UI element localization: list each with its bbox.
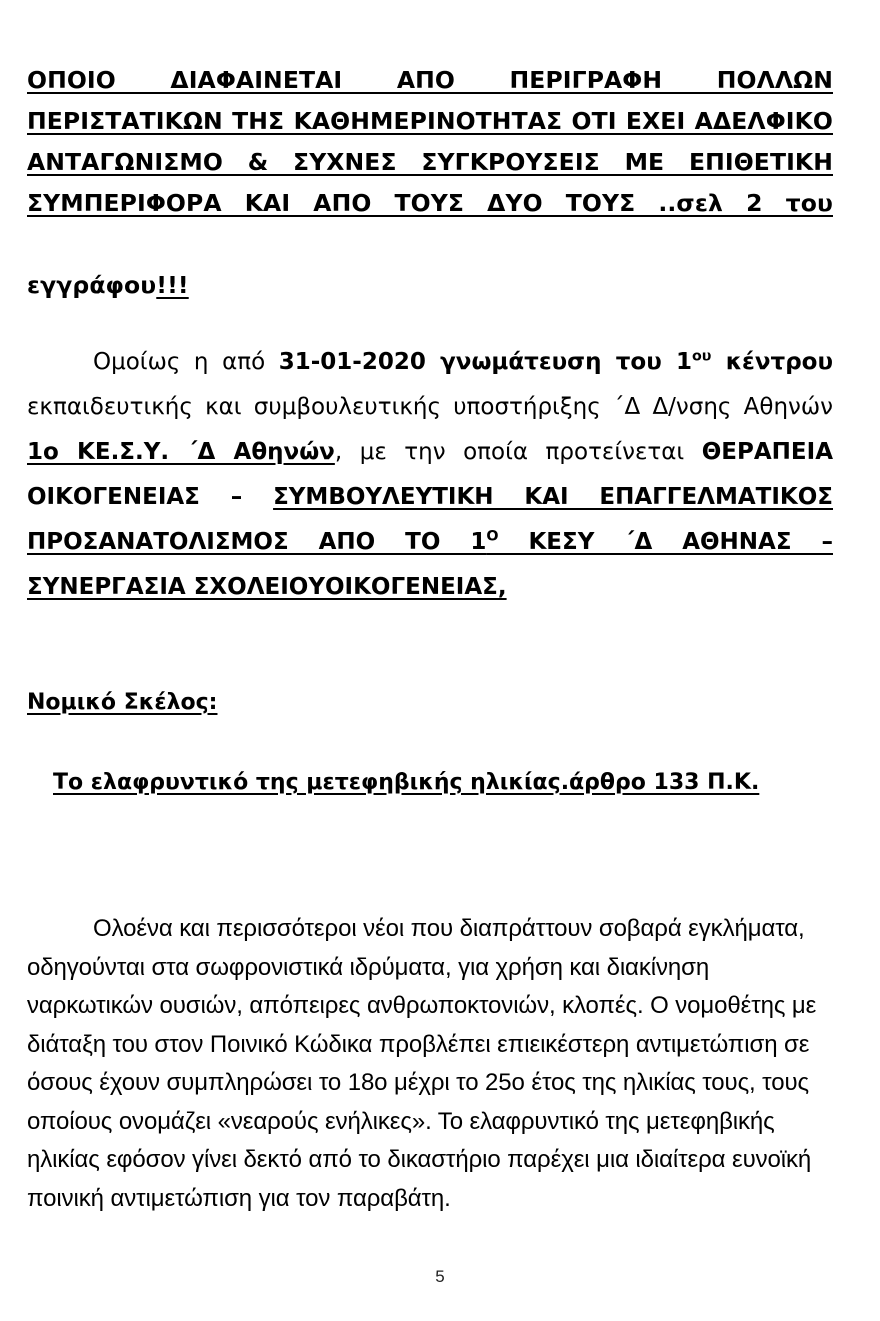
paragraph-youth-offenders: Ολοένα και περισσότεροι νέοι που διαπράττουν σοβαρά εγκλήματα, οδηγούνται στα σωφρονιστικά ιδρύματα, για χρήση και διακίνηση ναρκωτικών ουσιών, απόπειρες ανθρωποκτονιών, κλοπές. Ο νομοθέτης με διάταξη του στον Ποινικό Κώδικα προβλέπει επιεικέστερη αντιμετώπιση σε όσους έχουν συμπληρώσει το 18ο μέχρι το 25ο έτος της ηλικίας τους, τους οποίους ονομάζει «νεαρούς ενήλικες». Το ελαφρυντικό της μετεφηβικής ηλικίας εφόσον γίνει δεκτό από το δικαστήριο παρέχει μια ιδιαίτερα ευνοϊκή ποινική αντιμετώπιση για τον παραβάτη. — [27, 915, 817, 1212]
heading-mitigating-factor — [27, 766, 833, 800]
kesy-recommendation-run-1: ΣΥΜΒΟΥΛΕΥΤΙΚΗ ΚΑΙ ΕΠΑΓΓΕΛΜΑΤΙΚΟΣ ΠΡΟΣΑΝΑΤΟΛΙΣΜΟΣ ΑΠΟ ΤΟ 1 — [27, 484, 833, 555]
allegation-exclamation-marks: !!! — [156, 271, 189, 299]
heading-legal-section-label: Νομικό Σκέλος: — [27, 690, 218, 715]
kesy-date: 31-01-2020 — [278, 349, 426, 375]
kesy-lead-text: Ομοίως η από — [93, 349, 279, 375]
kesy-bold-after-sup: κέντρου — [711, 349, 833, 375]
kesy-therapy-label: ΘΕΡΑΠΕΙΑ ΟΙΚΟΓΕΝΕΙΑΣ – — [27, 439, 833, 510]
kesy-recommendation-superscript: Ο — [486, 528, 499, 545]
spacer-after-allegation — [27, 306, 833, 340]
spacer-before-closing-paragraph — [27, 800, 833, 910]
kesy-ordinal-superscript: ου — [692, 348, 712, 365]
spacer-before-legal-heading — [27, 610, 833, 686]
heading-legal-section — [27, 686, 833, 720]
heading-mitigating-factor-label: Το ελαφρυντικό της μετεφηβικής ηλικίας.άρθρο 133 Π.Κ. — [53, 770, 760, 795]
kesy-bold-mid: γνωμάτευση του 1 — [425, 349, 693, 375]
kesy-recommendation-run-2: ΚΕΣΥ ΄Δ ΑΘΗΝΑΣ – ΣΥΝΕΡΓΑΣΙΑ ΣΧΟΛΕΙΟΥΟΙΚΟΓΕΝΕΙΑΣ, — [27, 529, 833, 600]
paragraph-allegation-summary — [27, 60, 833, 306]
kesy-center-name: 1ο ΚΕ.Σ.Υ. ΄Δ Αθηνών — [27, 439, 335, 465]
paragraph-kesy-opinion — [27, 340, 833, 610]
allegation-underlined-run: ΟΠΟΙΟ ΔΙΑΦΑΙΝΕΤΑΙ ΑΠΟ ΠΕΡΙΓΡΑΦΗ ΠΟΛΛΩΝ ΠΕΡΙΣΤΑΤΙΚΩΝ ΤΗΣ ΚΑΘΗΜΕΡΙΝΟΤΗΤΑΣ ΟΤΙ ΕΧΕΙ ΑΔΕΛΦΙΚΟ ΑΝΤΑΓΩΝΙΣΜΟ & ΣΥΧΝΕΣ ΣΥΓΚΡΟΥΣΕΙΣ ΜΕ ΕΠΙΘΕΤΙΚΗ ΣΥΜΠΕΡΙΦΟΡΑ ΚΑΙ ΑΠΟ ΤΟΥΣ ΔΥΟ ΤΟΥΣ ..σελ 2 του — [27, 66, 833, 217]
page-number: 5 — [435, 1267, 445, 1286]
kesy-regular-run: εκπαιδευτικής και συμβουλευτικής υποστήριξης ΄Δ Δ/νσης Αθηνών — [27, 394, 833, 420]
spacer-between-headings — [27, 720, 833, 766]
kesy-regular-after: , με την οποία προτείνεται — [334, 439, 702, 465]
document-text-column — [27, 60, 833, 1218]
allegation-plain-tail: εγγράφου — [27, 271, 157, 299]
